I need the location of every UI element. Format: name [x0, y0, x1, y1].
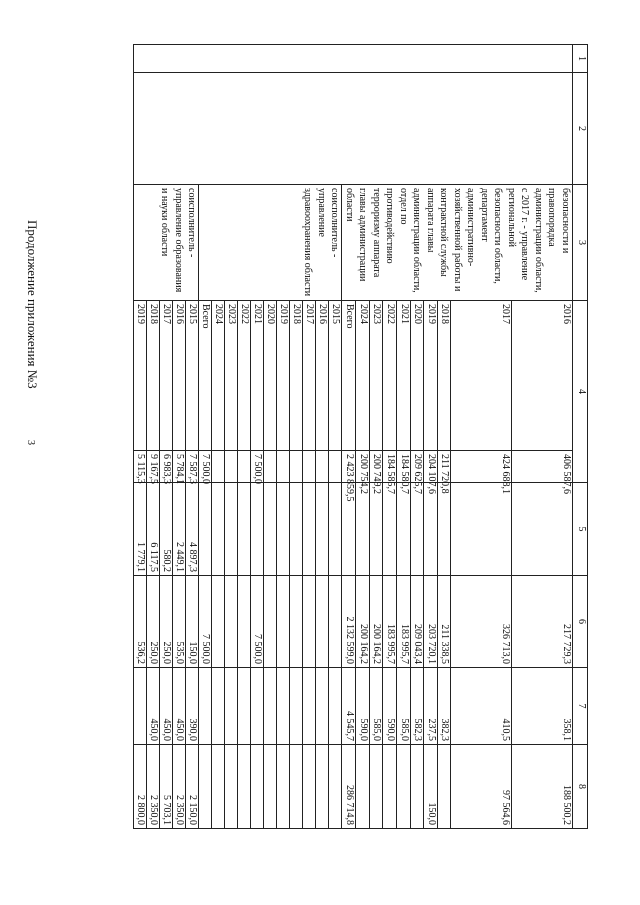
value-cell: 7 500,0 [251, 576, 264, 668]
value-cell: 358,1 [512, 668, 573, 745]
value-cell: 536,2 [134, 576, 147, 668]
value-cell [316, 668, 329, 745]
rotated-table-container [108, 44, 588, 828]
year-cell: 2023 [369, 301, 383, 451]
value-cell [512, 483, 573, 576]
value-cell: 450,0 [147, 668, 160, 745]
value-cell [316, 745, 329, 829]
budget-table [134, 44, 589, 829]
total-cell [316, 451, 329, 483]
value-cell: 590,0 [383, 668, 397, 745]
value-cell [251, 483, 264, 576]
total-cell: 5 784,1 [173, 451, 186, 483]
total-cell [329, 451, 342, 483]
year-cell: 2022 [383, 301, 397, 451]
total-cell [290, 451, 303, 483]
value-cell [238, 745, 251, 829]
value-cell [329, 576, 342, 668]
value-cell: 450,0 [160, 668, 173, 745]
total-cell [264, 451, 277, 483]
value-cell: 250,0 [160, 576, 173, 668]
value-cell [316, 483, 329, 576]
value-cell: 4 897,3 [186, 483, 199, 576]
value-cell: 97 564,6 [451, 745, 512, 829]
empty-cell [134, 73, 573, 185]
value-cell: 382,3 [437, 668, 451, 745]
total-cell [277, 451, 290, 483]
value-cell [316, 576, 329, 668]
value-cell: 150,0 [424, 745, 438, 829]
header-cell: 7 [573, 668, 588, 745]
table-row [512, 45, 573, 829]
value-cell [410, 483, 424, 576]
value-cell [212, 483, 225, 576]
value-cell [134, 668, 147, 745]
value-cell [303, 668, 316, 745]
value-cell [212, 576, 225, 668]
value-cell [225, 483, 238, 576]
value-cell [277, 745, 290, 829]
total-cell: 6 983,3 [160, 451, 173, 483]
value-cell: 203 720,1 [424, 576, 438, 668]
value-cell [369, 483, 383, 576]
total-cell: 204 107,6 [424, 451, 438, 483]
total-cell: 184 585,7 [383, 451, 397, 483]
header-cell: 2 [573, 73, 588, 185]
value-cell: 183 995,7 [383, 576, 397, 668]
value-cell [264, 576, 277, 668]
value-cell: 7 500,0 [199, 576, 212, 668]
year-cell: 2019 [424, 301, 438, 451]
value-cell: 2 449,1 [173, 483, 186, 576]
value-cell: 2 350,0 [147, 745, 160, 829]
year-cell: 2021 [251, 301, 264, 451]
value-cell [451, 483, 512, 576]
year-cell: 2018 [437, 301, 451, 451]
value-cell: 217 729,3 [512, 576, 573, 668]
year-cell: 2015 [186, 301, 199, 451]
value-cell [212, 668, 225, 745]
value-cell [225, 668, 238, 745]
value-cell: 6 117,5 [147, 483, 160, 576]
empty-cell [134, 45, 573, 73]
value-cell [437, 745, 451, 829]
year-cell: 2022 [238, 301, 251, 451]
value-cell [397, 483, 411, 576]
total-cell: 7 500,0 [199, 451, 212, 483]
value-cell: 200 164,2 [369, 576, 383, 668]
total-cell: 209 625,7 [410, 451, 424, 483]
value-cell [264, 483, 277, 576]
value-cell [303, 483, 316, 576]
value-cell [199, 483, 212, 576]
value-cell: 590,0 [356, 668, 370, 745]
value-cell [251, 745, 264, 829]
value-cell: 535,0 [173, 576, 186, 668]
year-cell: 2017 [160, 301, 173, 451]
value-cell: 250,0 [147, 576, 160, 668]
value-cell [329, 745, 342, 829]
value-cell: 150,0 [186, 576, 199, 668]
value-cell: 2 350,0 [173, 745, 186, 829]
value-cell [251, 668, 264, 745]
value-cell [410, 745, 424, 829]
year-cell: 2024 [212, 301, 225, 451]
value-cell [199, 745, 212, 829]
header-cell: 5 [573, 483, 588, 576]
total-cell [212, 451, 225, 483]
header-cell: 1 [573, 45, 588, 73]
year-cell: Всего [342, 301, 356, 451]
table-body [134, 45, 588, 829]
total-cell: 5 115,3 [134, 451, 147, 483]
value-cell [290, 483, 303, 576]
value-cell: 585,0 [397, 668, 411, 745]
value-cell [225, 576, 238, 668]
year-cell: 2021 [397, 301, 411, 451]
responsible-cell: соисполнитель - управление здравоохранения области [199, 185, 342, 301]
value-cell: 585,0 [369, 668, 383, 745]
header-row [573, 45, 588, 829]
value-cell [290, 576, 303, 668]
year-cell: 2020 [264, 301, 277, 451]
year-cell: 2018 [290, 301, 303, 451]
total-cell: 7 500,0 [251, 451, 264, 483]
value-cell [424, 483, 438, 576]
value-cell [238, 668, 251, 745]
year-cell: 2023 [225, 301, 238, 451]
value-cell [290, 745, 303, 829]
total-cell: 424 688,1 [451, 451, 512, 483]
responsible-cell: соисполнитель - управление образования и науки области [134, 185, 199, 301]
header-cell: 6 [573, 576, 588, 668]
year-cell: 2015 [329, 301, 342, 451]
year-cell: 2017 [303, 301, 316, 451]
total-cell [225, 451, 238, 483]
value-cell: 582,3 [410, 668, 424, 745]
value-cell: 2 132 599,0 [342, 576, 356, 668]
value-cell: 5 703,1 [160, 745, 173, 829]
value-cell [329, 483, 342, 576]
value-cell: 183 995,7 [397, 576, 411, 668]
total-cell: 7 587,3 [186, 451, 199, 483]
value-cell [383, 483, 397, 576]
year-cell: 2019 [134, 301, 147, 451]
year-cell: 2016 [512, 301, 573, 451]
value-cell: 390,0 [186, 668, 199, 745]
value-cell: 200 164,2 [356, 576, 370, 668]
total-cell: 200 749,2 [369, 451, 383, 483]
value-cell: 410,5 [451, 668, 512, 745]
year-cell: 2019 [277, 301, 290, 451]
value-cell [264, 745, 277, 829]
value-cell: 237,5 [424, 668, 438, 745]
value-cell [225, 745, 238, 829]
value-cell: 188 500,2 [512, 745, 573, 829]
year-cell: 2016 [173, 301, 186, 451]
total-cell: 9 167,5 [147, 451, 160, 483]
value-cell [437, 483, 451, 576]
value-cell: 2 150,0 [186, 745, 199, 829]
value-cell: 1 779,1 [134, 483, 147, 576]
total-cell: 211 720,8 [437, 451, 451, 483]
value-cell: 286 714,8 [342, 745, 356, 829]
value-cell [329, 668, 342, 745]
value-cell: 326 713,0 [451, 576, 512, 668]
value-cell [356, 745, 370, 829]
value-cell: 4 545,7 [342, 668, 356, 745]
total-cell: 2 423 859,5 [342, 451, 356, 483]
value-cell [277, 483, 290, 576]
header-cell: 3 [573, 185, 588, 301]
value-cell [356, 483, 370, 576]
year-cell: 2020 [410, 301, 424, 451]
total-cell [238, 451, 251, 483]
value-cell [397, 745, 411, 829]
value-cell: 580,2 [160, 483, 173, 576]
value-cell [369, 745, 383, 829]
value-cell [303, 576, 316, 668]
total-cell: 406 587,6 [512, 451, 573, 483]
page-number: 3 [25, 440, 36, 445]
value-cell [238, 576, 251, 668]
value-cell [212, 745, 225, 829]
header-cell: 4 [573, 301, 588, 483]
total-cell: 184 580,7 [397, 451, 411, 483]
value-cell [290, 668, 303, 745]
value-cell [199, 668, 212, 745]
value-cell [264, 668, 277, 745]
value-cell [238, 483, 251, 576]
header-cell: 8 [573, 745, 588, 829]
value-cell: 450,0 [173, 668, 186, 745]
appendix-label: Продолжение приложения №3 [25, 220, 40, 389]
year-cell: 2024 [356, 301, 370, 451]
total-cell: 200 754,2 [356, 451, 370, 483]
total-cell [303, 451, 316, 483]
year-cell: 2016 [316, 301, 329, 451]
value-cell [383, 745, 397, 829]
value-cell: 211 338,5 [437, 576, 451, 668]
value-cell: 2 800,0 [134, 745, 147, 829]
value-cell: 209 043,4 [410, 576, 424, 668]
value-cell [303, 745, 316, 829]
responsible-cell: безопасности и правопорядка администрации области, с 2017 г. - управление региональной безопасности области, департамент административно-хозяйственной работы и контрактной службы аппарата главы администрации области, отдел по противодействию терроризму аппарата главы администрации области [342, 185, 573, 301]
value-cell [277, 576, 290, 668]
year-cell: Всего [199, 301, 212, 451]
value-cell [277, 668, 290, 745]
year-cell: 2018 [147, 301, 160, 451]
year-cell: 2017 [451, 301, 512, 451]
